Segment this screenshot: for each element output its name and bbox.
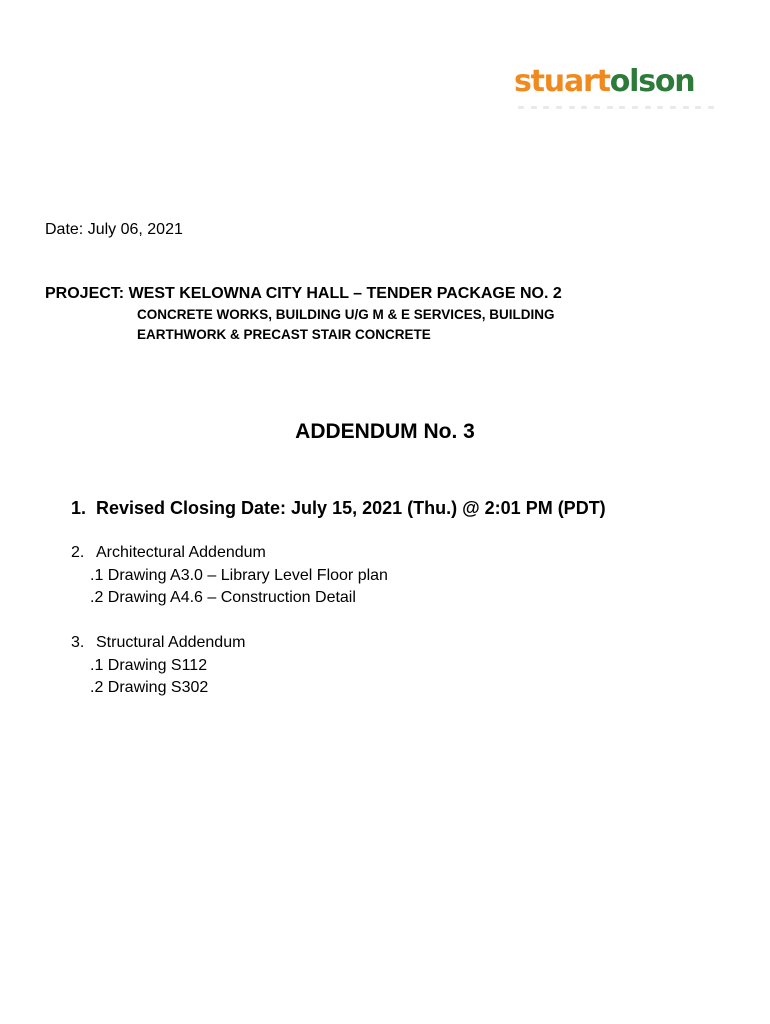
project-scope-line-2: EARTHWORK & PRECAST STAIR CONCRETE — [137, 327, 431, 342]
list-item-structural — [71, 632, 245, 700]
sub-item: .2 Drawing S302 — [90, 679, 209, 696]
logo-part-stuart: stuart — [514, 64, 610, 99]
sub-item: .1 Drawing A3.0 – Library Level Floor plan — [90, 566, 388, 584]
project-title: PROJECT: WEST KELOWNA CITY HALL – TENDER PACKAGE NO. 2 — [45, 285, 562, 302]
list-item-closing-date — [71, 496, 606, 520]
logo-tagline-decoration — [518, 106, 714, 112]
list-item-number: 3. — [71, 634, 85, 651]
list-item-text: Architectural Addendum — [96, 544, 266, 561]
list-item-number: 2. — [71, 544, 85, 561]
addendum-title: ADDENDUM No. 3 — [295, 420, 475, 443]
company-logo — [514, 62, 714, 118]
logo-wordmark — [514, 62, 694, 102]
list-item-number: 1. — [71, 498, 87, 518]
document-date: Date: July 06, 2021 — [45, 221, 183, 238]
sub-item: .1 Drawing S112 — [90, 656, 208, 674]
sub-item: .2 Drawing A4.6 – Construction Detail — [90, 589, 356, 606]
logo-part-olson: olson — [609, 64, 695, 99]
project-scope-line-1: CONCRETE WORKS, BUILDING U/G M & E SERVICES, BUILDING — [137, 307, 555, 322]
list-item-text: Revised Closing Date: July 15, 2021 (Thu.) @ 2:01 PM (PDT) — [96, 498, 606, 518]
list-item-text: Structural Addendum — [96, 634, 246, 651]
list-item-architectural — [71, 542, 388, 610]
